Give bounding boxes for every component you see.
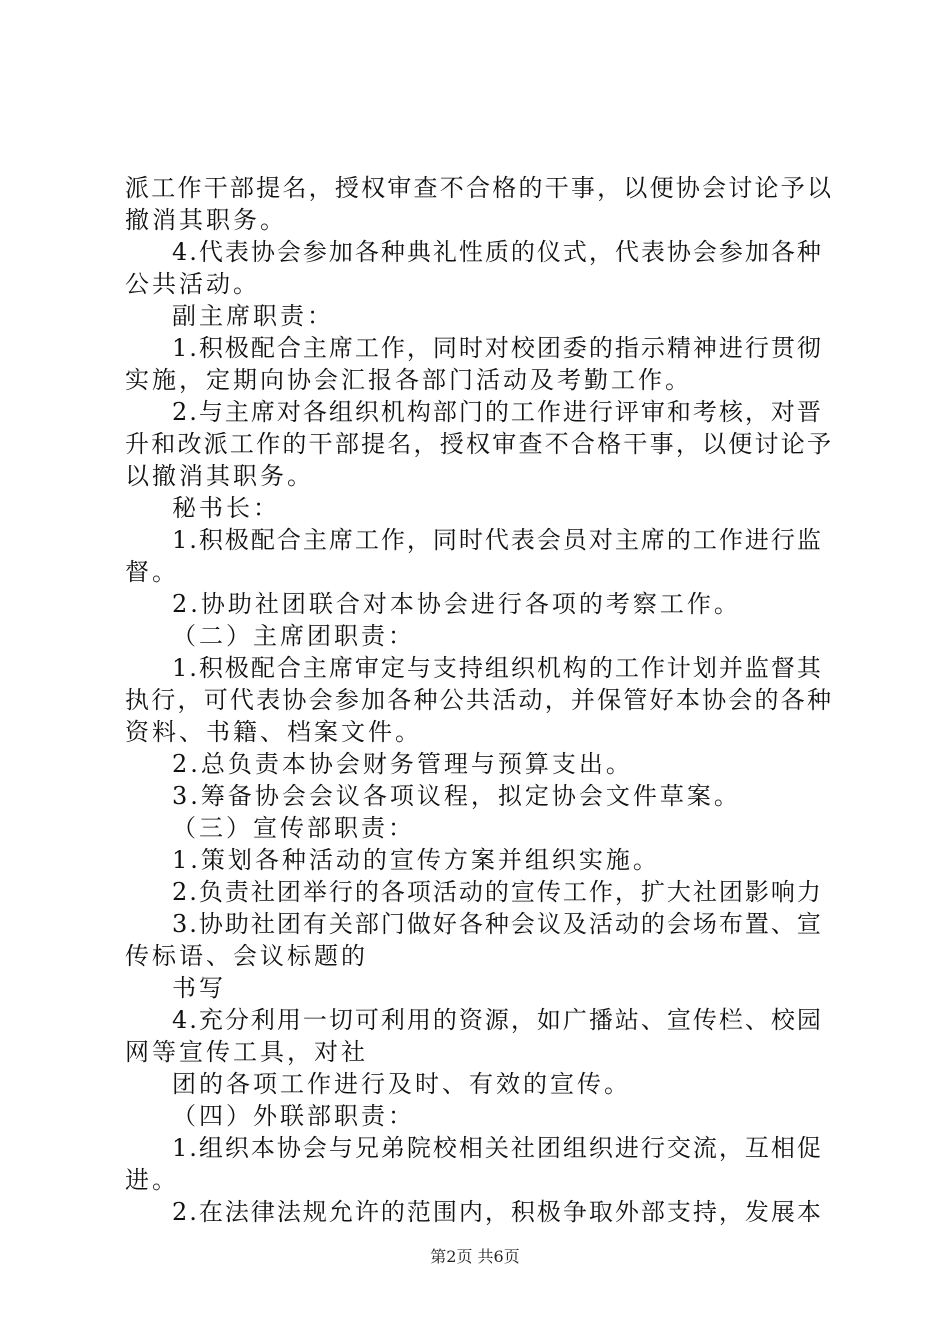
section-heading: 副主席职责： (172, 302, 334, 330)
text-line: 团的各项工作进行及时、有效的宣传。 (172, 1070, 631, 1098)
text-line: 升和改派工作的干部提名，授权审查不合格干事，以便讨论予 (125, 430, 831, 458)
text-line: 网等宣传工具，对社 (125, 1038, 368, 1066)
text-line: 2.总负责本协会财务管理与预算支出。 (172, 750, 633, 778)
text-line: 4.充分利用一切可利用的资源，如广播站、宣传栏、校园 (172, 1006, 823, 1034)
text-line: 资料、书籍、档案文件。 (125, 718, 422, 746)
text-line: 派工作干部提名，授权审查不合格的干事，以便协会讨论予以 (125, 174, 831, 202)
text-line: 2.负责社团举行的各项活动的宣传工作，扩大社团影响力 (172, 878, 823, 906)
section-heading: 秘书长： (172, 494, 280, 522)
text-line: 执行，可代表协会参加各种公共活动，并保管好本协会的各种 (125, 686, 831, 714)
text-line: 督。 (125, 558, 179, 586)
text-line: 以撤消其职务。 (125, 462, 314, 490)
text-line: 实施，定期向协会汇报各部门活动及考勤工作。 (125, 366, 692, 394)
text-line: 1.积极配合主席工作，同时代表会员对主席的工作进行监 (172, 526, 823, 554)
text-line: 书写 (172, 974, 226, 1002)
text-line: 1.积极配合主席审定与支持组织机构的工作计划并监督其 (172, 654, 823, 682)
page-footer: 第2页 共6页 (430, 1247, 520, 1266)
text-line: 进。 (125, 1166, 179, 1194)
section-heading: （三）宣传部职责： (172, 814, 415, 842)
text-line: 2.在法律法规允许的范围内，积极争取外部支持，发展本 (172, 1198, 823, 1226)
text-line: 传标语、会议标题的 (125, 942, 368, 970)
section-heading: （二）主席团职责： (172, 622, 415, 650)
text-line: 1.策划各种活动的宣传方案并组织实施。 (172, 846, 660, 874)
text-line: 4.代表协会参加各种典礼性质的仪式，代表协会参加各种 (172, 238, 823, 266)
text-line: 1.积极配合主席工作，同时对校团委的指示精神进行贯彻 (172, 334, 823, 362)
text-line: 3.协助社团有关部门做好各种会议及活动的会场布置、宣 (172, 910, 823, 938)
text-line: 1.组织本协会与兄弟院校相关社团组织进行交流，互相促 (172, 1134, 823, 1162)
text-line: 撤消其职务。 (125, 206, 287, 234)
text-line: 2.协助社团联合对本协会进行各项的考察工作。 (172, 590, 741, 618)
text-line: 3.筹备协会会议各项议程，拟定协会文件草案。 (172, 782, 741, 810)
text-line: 2.与主席对各组织机构部门的工作进行评审和考核，对晋 (172, 398, 823, 426)
section-heading: （四）外联部职责： (172, 1102, 415, 1130)
text-line: 公共活动。 (125, 270, 260, 298)
